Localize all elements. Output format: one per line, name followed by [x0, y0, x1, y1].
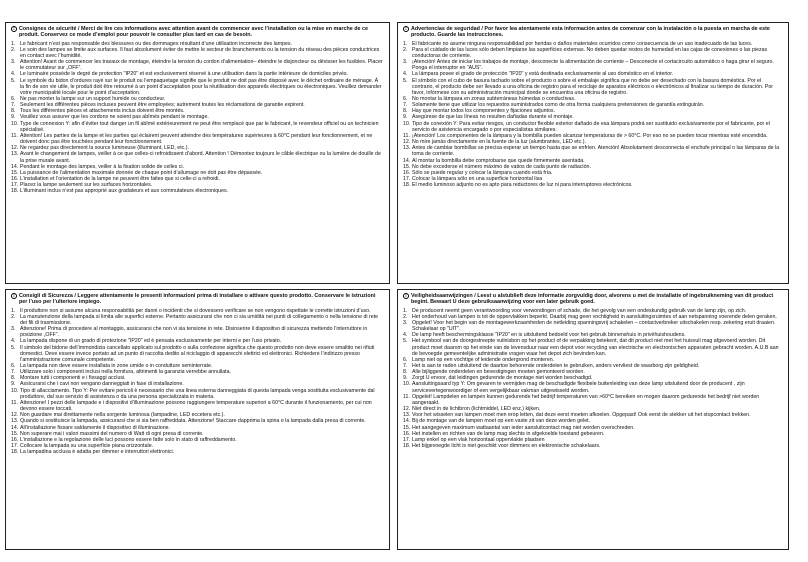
list-item-number: 11.: [403, 132, 410, 139]
list-item-number: 11.: [403, 393, 410, 400]
list-item-number: 8.: [403, 108, 408, 115]
list-item-text: El medio luminoso adjunto no es apto para reductores de luz ni para interruptores electrónicos.: [412, 182, 633, 189]
list-item-number: 17.: [11, 443, 19, 450]
list-item-text: Lamp enkel op een vlak horizontaal oppervlakte plaatsen: [412, 436, 545, 443]
list-item-number: 18.: [403, 443, 411, 450]
list-item-number: 6.: [403, 356, 408, 363]
list-item-number: 2.: [11, 313, 16, 320]
list-item-number: 16.: [403, 430, 411, 437]
list-item-text: Pendant le montage des lampes, veiller à la fixation solide de celles ci.: [20, 163, 185, 170]
list-item-number: 12.: [403, 139, 411, 146]
list-item-text: Ne pas monter la lampe sur un support humide ou conducteur.: [20, 96, 166, 102]
list-item-number: 13.: [11, 151, 19, 158]
list-item-number: 12.: [11, 145, 19, 152]
list-item-text: Ne regardez pas directement la source lumineuse (illuminant, LED, etc.).: [20, 145, 189, 152]
panel-title-text: Veiligheidsaanwijzingen / Leest u alstublieft deze informatie zorgvuldig door, alvorens u met de installatie of ingebruikneming van dit product begint. Bewaart U deze gebruiksaanwijzing voor een later gebruik goed.: [411, 293, 774, 306]
list-item-number: 5.: [11, 344, 16, 351]
list-item-text: Het symbool van de doorgestreepte vuilnisbon op het product of de verpakking betekent, dat dit product niet met het huisvuil mag afgevoerd worden. Dit product moet daarom op het einde van de levensduur naar een depot voor recycling van electrische en electronischen apparaten gebracht worden. A.U.B aan de bevoegde gemeentelijke administratie vragen waar het depot zich bevinden kan.: [412, 338, 779, 357]
list-item-text: La puissance de l’alimentation maximale donnée de chaque point d’allumage ne doit pas être dépassée.: [20, 169, 263, 176]
list-item: [11, 388, 383, 400]
list-item-text: Le luminaire possède le degré de protection "IP20" et est exclusivement réservé à une utilisation dans la partie intérieure de domiciles privés.: [20, 71, 348, 78]
list-item-text: Collocare la lampada su una superficie piana orizzontale.: [20, 443, 154, 450]
list-item-text: No mire jamás directamente en la fuente de la luz (alumbrantes, LED etc.).: [412, 139, 586, 146]
panel-title: [11, 26, 383, 39]
list-item-number: 12.: [11, 412, 19, 419]
list-item-number: 7.: [11, 369, 16, 376]
list-item-text: Quando si sostituisce la lampada, assicurarsi che si sia ben raffreddata. Attenzione! Staccare dapprima la spina o la lampada dalla presa di corrente.: [20, 418, 366, 425]
list-item-number: 4.: [11, 338, 16, 345]
list-item: [11, 59, 383, 71]
list-item-number: 14.: [403, 418, 411, 425]
list-item-number: 1.: [403, 40, 408, 47]
list-item-number: 5.: [11, 77, 16, 84]
list-item-number: 17.: [403, 176, 411, 183]
list-item-text: Utilizzare solo i componenti inclusi nella fornitura, altrimenti la garanzia verrebbe annullata.: [20, 369, 231, 376]
list-item-number: 1.: [11, 307, 16, 314]
list-item-text: Alle bijliggende onderdelen en bevestigingen moeten gemonteerd worden.: [412, 369, 585, 376]
list-item-text: Bij de montage van de lampen moet op een vaste zit van deze worden gelet.: [412, 418, 591, 425]
list-item-number: 17.: [11, 182, 19, 189]
warning-icon: !: [403, 26, 409, 32]
list-item: [11, 78, 383, 96]
list-item-text: La lampada dispone di un grado di protezione "IP20" ed è pensata esclusivamente per interni e per l’uso privato.: [20, 338, 282, 345]
list-item-text: Sólo se puede regular y colocar la lámpara cuando está fría.: [412, 169, 553, 176]
list-item-text: Seulement les différentes pièces incluses peuvent être employées; autrement toutes les réclamations de garantie expirent.: [20, 102, 305, 109]
list-item-text: Il produttore non si assume alcuna responsabilità per danni o incidenti che si dovessero verificare se non vengono rispettate le corrette istruzioni d’uso.: [20, 307, 371, 314]
list-item-number: 8.: [403, 369, 408, 376]
list-item-text: Hay que montar todos los componentes y fijaciones adjuntos.: [412, 108, 555, 115]
list-item-text: Solamente tiene que utilizar los repuestos suministrados como de otra forma cualquiera pretensiones de garantía extinguirán.: [412, 102, 705, 109]
list-item-number: 15.: [11, 430, 19, 437]
list-item-text: De producent neemt geen verantwoording voor verwondingen of schade, die het gevolg van een ondeskundig gebruik van de lamp zijn, op zich.: [412, 307, 747, 314]
list-item-number: 14.: [11, 163, 19, 170]
list-item: [403, 121, 782, 133]
list-item-number: 15.: [403, 163, 411, 170]
list-item-text: Voor het wisselen van lampen moet men erop letten, dat deze eerst moeten afkoelen. Opgepast! Ook eerst de stekker uit het stopcontact trekken.: [412, 412, 751, 419]
list-item-number: 7.: [403, 102, 408, 109]
list-item: [403, 47, 782, 59]
panel-spanish: [397, 22, 789, 284]
list-item-text: Le fabricant n’est pas responsable des blessures ou des dommages résultant d’une utilisation incorrecte des lampes.: [20, 40, 292, 47]
list-item-number: 5.: [403, 338, 408, 345]
list-item: [11, 188, 383, 194]
list-item-number: 10.: [403, 120, 411, 127]
list-item-text: La lampada non deve essere installata in zone umide o in condutture seminterrate.: [20, 363, 213, 369]
list-item: [11, 151, 383, 163]
list-item-number: 3.: [403, 319, 408, 326]
list-item-text: Het is aan te raden uitsluitend de daartoe behorende onderdelen te gebruiken, anders vervliest de waarborg zijn geldigheid.: [412, 363, 700, 369]
list-item-number: 9.: [11, 114, 16, 121]
panel-dutch: [397, 289, 789, 550]
list-item-number: 2.: [11, 46, 16, 53]
list-item: [11, 47, 383, 59]
list-item-number: 16.: [11, 436, 19, 443]
list-item-text: Het aangegeven maximum wattaantal van ieder aansluitcontact mag niet worden overschreden.: [412, 424, 635, 431]
list-item: [11, 326, 383, 338]
list-item-text: Tipo de conexión Y: Para evitar riesgos, un conductor flexible exterior dañado de esa lámpara podrá ser sustituido exclusivamente por el fabricante, por el servicio de asistencia encargado o por especialistas similares.: [412, 120, 770, 133]
list-item-number: 9.: [11, 381, 16, 388]
list-item-text: Antes de cambiar bombillas se precisa esperar un tiempo hasta que se enfríen. Atención! Absolutament desconnecta el enchufe principal o las lámparas de la toma de corriente.: [412, 145, 780, 158]
list-item-number: 2.: [403, 313, 408, 320]
list-item-number: 6.: [11, 96, 16, 102]
list-item-text: L’installation et l’orientation de la lampe ne peuvent être faites que si celle-ci a refroidi.: [20, 176, 220, 183]
list-item-number: 4.: [11, 71, 16, 78]
list-item-text: L’illuminant inclus n’est pas approprié aux gradateurs et aux commutateurs électroniques.: [20, 188, 229, 195]
list-item-number: 7.: [11, 102, 16, 109]
list-item-number: 13.: [403, 145, 411, 152]
list-item-text: Le symbole du bidon d’ordures rayé sur le produit ou l’empaquetage signifie que le produit ne doit pas être disposé avec le déchet ordinaire de ménage. À la fin de son vie utile, le produit doit être retourné à un point d’acceptation pour la réutilisation des appareils électriques ou électroniques. Veuillez demander votre municipalité locale pour le point d’acceptation.: [20, 77, 382, 96]
list-item-number: 10.: [11, 120, 19, 127]
list-item-text: Al montar la bombilla debe comprobarse que quede firmemente asentada.: [412, 157, 585, 164]
list-item-text: Para el cuidado de las luces sólo deben limpiarse las superficies externas. No deben quedar restos de humedad en las cajas de conexiones o las piezas conductoras de corriente.: [412, 46, 768, 59]
list-item: [403, 78, 782, 96]
list-item-text: Het onderhoud van lampen is tot de oppervlakken beperkt. Daarbij mag geen vochtigheid in aansluitingsruimtes of aan netspanning voerende delen geraken.: [412, 313, 777, 320]
list-item-text: Niet direct in de lichtbron (lichtmiddel, LED enz.) kijken.: [412, 406, 541, 413]
panel-title-text: Consignes de sécurité / Merci de lire ces informations avec attention avant de commencer avec l’installation ou la mise en marche de ce produit. Conservez ce mode d’emploi pour pouvoir le consulter plus tard en cas de besoin.: [19, 26, 369, 39]
list-item-number: 10.: [11, 387, 19, 394]
list-item-text: Tous les différentes pièces et attachements inclus doivent être montés.: [20, 108, 185, 115]
list-item-text: Tipo di allacciamento. Tipo Y: Per evitare pericoli è necessario che una linea esterna danneggiata di questa lampada venga sostituita esclusivamente dal produttore, dal suo servizio di assistenza o da una persona specializzata in materia.: [20, 387, 375, 400]
list-item-text: De lamp heeft beschermingsklasse "IP20" en is uitsluitend bedoeld voor het gebruik binnenshuis in privéhuishoudens.: [412, 332, 686, 339]
list-item-number: 8.: [11, 375, 16, 382]
list-item-text: L’installazione e la regolazione delle luci possono essere fatte solo in stato di raffreddamento.: [20, 436, 237, 443]
list-item-text: La lámpara posee el grado de protección "IP20" y está destinada exclusivamente al uso doméstico en el interior.: [412, 71, 674, 78]
list-item-number: 9.: [403, 375, 408, 382]
list-item: [11, 133, 383, 145]
list-item-text: No debe excederse el número máximo de vatios de cada punto de radiación.: [412, 163, 591, 170]
panel-title-text: Consigli di Sicurezza / Leggere attentamente le presenti informazioni prima di installare o attivare questo prodotto. Conservare le istruzioni per l’uso per l’ulteriore impiego.: [19, 293, 376, 306]
list-item-number: 18.: [403, 182, 411, 189]
list-item-number: 7.: [403, 363, 408, 369]
list-item-number: 18.: [11, 188, 19, 195]
list-item-number: 14.: [11, 424, 19, 431]
panel-french: [5, 22, 390, 284]
list-item-text: Het bijgevoegde licht is niet geschikt voor dimmers en elektronische schakelaars.: [412, 443, 601, 450]
list-item-number: 11.: [11, 132, 18, 139]
list-item-text: Het instellen en richten van de lamp mag slechts in afgekoelde toestand gebeuren.: [412, 430, 605, 437]
list-item-number: 17.: [403, 436, 411, 443]
list-item-number: 12.: [403, 406, 411, 413]
panel-title: [403, 293, 782, 306]
list-item-text: Montare tutti i componenti e i fissaggi acclusi.: [20, 375, 126, 382]
list-item-text: Attenzione! Prima di procedere al montaggio, assicurarsi che non vi sia tensione in rete. Disinserire il dispositivo di sicurezza mettendo l’interruttore in posizione „OFF“.: [20, 326, 368, 339]
list-item-text: ¡Atención! Los componentes de la lámpara y la bombilla pueden alcanzar temperaturas de > 60°C. Por eso no se pueden tocar mientras esté encendida.: [412, 132, 768, 139]
list-item-number: 6.: [403, 96, 408, 102]
list-item-number: 15.: [403, 424, 411, 431]
list-item: [403, 59, 782, 71]
list-item-number: 4.: [403, 332, 408, 339]
list-item-text: El símbolo con el cubo de basura tachado sobre el producto o sobre el embalaje significa que no debe ser desechado con la basura doméstica. Por el contrario, el producto debe ser llevado a una oficina de registro para el reciclaje de aparatos eléctricos o electrónicos al finalizar su tiempo de duración. Por favor, infórmese con su administración municipal donde se encuentra una oficina de registro.: [412, 77, 773, 96]
list-item-number: 15.: [11, 169, 19, 176]
panel-title: [403, 26, 782, 39]
list-item-number: 16.: [11, 176, 19, 183]
list-item-number: 10.: [403, 381, 411, 388]
list-item: [403, 338, 782, 356]
list-item: [403, 320, 782, 332]
list-item-text: Attention! Les parties de la lampe et les parties qui éclairent peuvent atteindre des températures supérieures à 60°C pendant leur fonctionnement, et ne doivent donc pas être touchées pendant leur fonctionnement.: [20, 132, 373, 146]
list-item-number: 4.: [403, 71, 408, 78]
list-item-text: No montar la lámpara en zonas subterráneas húmedas o conductivas.: [412, 96, 576, 102]
list-item: [403, 381, 782, 393]
list-item-text: El fabricante no asume ninguna responsabilidad por heridas o daños materiales ocurridos como consecuencia de un uso inadecuado de las luces.: [412, 40, 753, 47]
list-item-text: Avant le changement de lampes, veiller à ce que celles-ci refroidissent d’abord. Attention ! Démontez toujours le câble électrique ou la lumière de douille de la prise murale avant.: [20, 151, 381, 164]
list-item: [11, 314, 383, 326]
list-item-text: Non superare mai i valori massimi del numero di Watt di ogni presa di corrente.: [20, 430, 204, 437]
list-item-number: 13.: [11, 418, 19, 425]
list-item: [403, 182, 782, 188]
list-item-number: 18.: [11, 449, 19, 456]
list-item-text: La manutenzione della lampada si limita alle superfici esterne. Pertanto assicurarsi che non ci sia umidità nei punti di collegamento o nella tensione di rete dei fili di trasmissione.: [20, 313, 379, 326]
list-item-text: Opgelet! Lampdelen en lampen kunnen gedurende het bedrijf temperaturen van >60°C bereiken en mogen daarom gedurende het bedrijf niet worden aangeraakt.: [412, 393, 760, 406]
list-item-text: Asegúrese de que las líneas no resulten dañadas durante el montaje.: [412, 114, 574, 121]
list-item-text: Attenzione! I pezzi delle lampade e i dispositivi d’illuminazione possono raggiungere temperature superiori a 60°C durante il funzionamento, per cui non devono essere toccati.: [20, 399, 372, 413]
list-item-text: Il simbolo del bidone dell’immondizia cancellato applicato sul prodotto o sulla confezione significa che questo prodotto non deve essere smaltito nei rifiuti domestici. Deve essere invece portato ad un punto di raccolta dedito al riciclaggio di apparecchi elettrici ed elettronici. Richiedere l’indirizzo presso l’amministrazione comunale competente.: [20, 344, 375, 363]
safety-list: [403, 308, 782, 450]
list-item-text: Aansluitingsaard typ Y: Om gevaren te vermijden mag de beschadigde flexibele buitenleiding van deze lamp uitsluitend door de producent , zijn servicevertegenwoordiger of een vergelijkbaar vakman uitgewisseld worden.: [412, 381, 745, 394]
list-item-text: Type de connexion Y: afin d’éviter tout danger un fil abîmé extérieurement ne peut être remplacé que par le fabricant, le revendeur officiel ou un technicien spécialisé.: [20, 120, 379, 133]
list-item-text: La lampadina acclusa è adatta per dimmer e interruttori elettronici.: [20, 449, 175, 456]
list-item-number: 3.: [11, 59, 16, 66]
list-item: [403, 394, 782, 406]
safety-list: [403, 41, 782, 189]
list-item-number: 16.: [403, 169, 411, 176]
list-item-text: Colocar la lámpara sólo en una superficie horizontal lisa: [412, 176, 543, 183]
list-item: [11, 400, 383, 412]
list-item-text: Lamp niet op een vochtige of leidende ondergrond monteren.: [412, 356, 555, 363]
list-item-text: Le soin des lampes se limite aux surfaces. Il faut absolument éviter de mettre le secteur de branchements ou la tension du réseau des pièces conductrices en contact avec l’humidité.: [20, 46, 380, 59]
list-item-number: 3.: [11, 326, 16, 333]
list-item-text: Non guardare mai direttamente nella sorgente luminosa (lampadine, LED eccetera etc.).: [20, 412, 225, 419]
list-item: [11, 449, 383, 455]
list-item-text: Placez la lampe seulement sur les surfaces horizontales.: [20, 182, 153, 189]
list-item-number: 6.: [11, 363, 16, 369]
panel-title: [11, 293, 383, 306]
panel-italian: [5, 289, 390, 550]
list-item-number: 3.: [403, 59, 408, 66]
list-item-text: ¡Atención! Antes de iniciar los trabajos de montaje, desconecte la alimentación de corriente – Desconecte el cortacircuito automático o haga girar el seguro. Ponga el interruptor en “AUS”.: [412, 59, 774, 72]
list-item-number: 9.: [403, 114, 408, 121]
warning-icon: !: [11, 26, 17, 32]
warning-icon: !: [403, 293, 409, 299]
list-item: [11, 345, 383, 363]
list-item-text: All’installazione fissare saldamente il dispositivo di illuminazione.: [20, 424, 170, 431]
warning-icon: !: [11, 293, 17, 299]
list-item-number: 2.: [403, 46, 408, 53]
list-item-number: 13.: [403, 412, 411, 419]
list-item-text: Assicurarsi che i cavi non vengano danneggiati in fase di installazione.: [20, 381, 184, 388]
list-item-number: 11.: [11, 399, 18, 406]
panel-title-text: Advertencias de seguridad / Por favor lea atentamente esta información antes de comenzar con la instalación o la puesta en marcha de este producto. Guarde las instrucciones.: [411, 26, 770, 39]
list-item: [403, 145, 782, 157]
safety-list: [11, 41, 383, 195]
list-item-number: 1.: [11, 40, 16, 47]
list-item-text: Veuillez vous assurer que les cordons ne soient pas abîmés pendant le montage.: [20, 114, 209, 121]
list-item-text: Zorgt U ervoor, dat leidingen gedurende de montage niet worden beschadigd.: [412, 375, 593, 382]
list-item-text: Attention! Avant de commencer les travaux de montage, éteindre la tension du cordon d’alimentation– éteindre le disjoncteur ou dévisser les fusibles. Placer le commutateur sur „OFF“.: [20, 59, 383, 72]
list-item-number: 5.: [403, 77, 408, 84]
list-item: [403, 443, 782, 449]
list-item-number: 14.: [403, 157, 411, 164]
list-item-text: Opgelet! Voor het begin van de montagewerkzaamheden de netleiding spanningsvrij schakelen – contactverbreker uitschakelen resp. zekering eruit draaien. Schakelaar op "UIT".: [412, 319, 776, 333]
list-item-number: 1.: [403, 307, 408, 314]
list-item: [11, 121, 383, 133]
list-item-number: 8.: [11, 108, 16, 115]
safety-list: [11, 308, 383, 456]
